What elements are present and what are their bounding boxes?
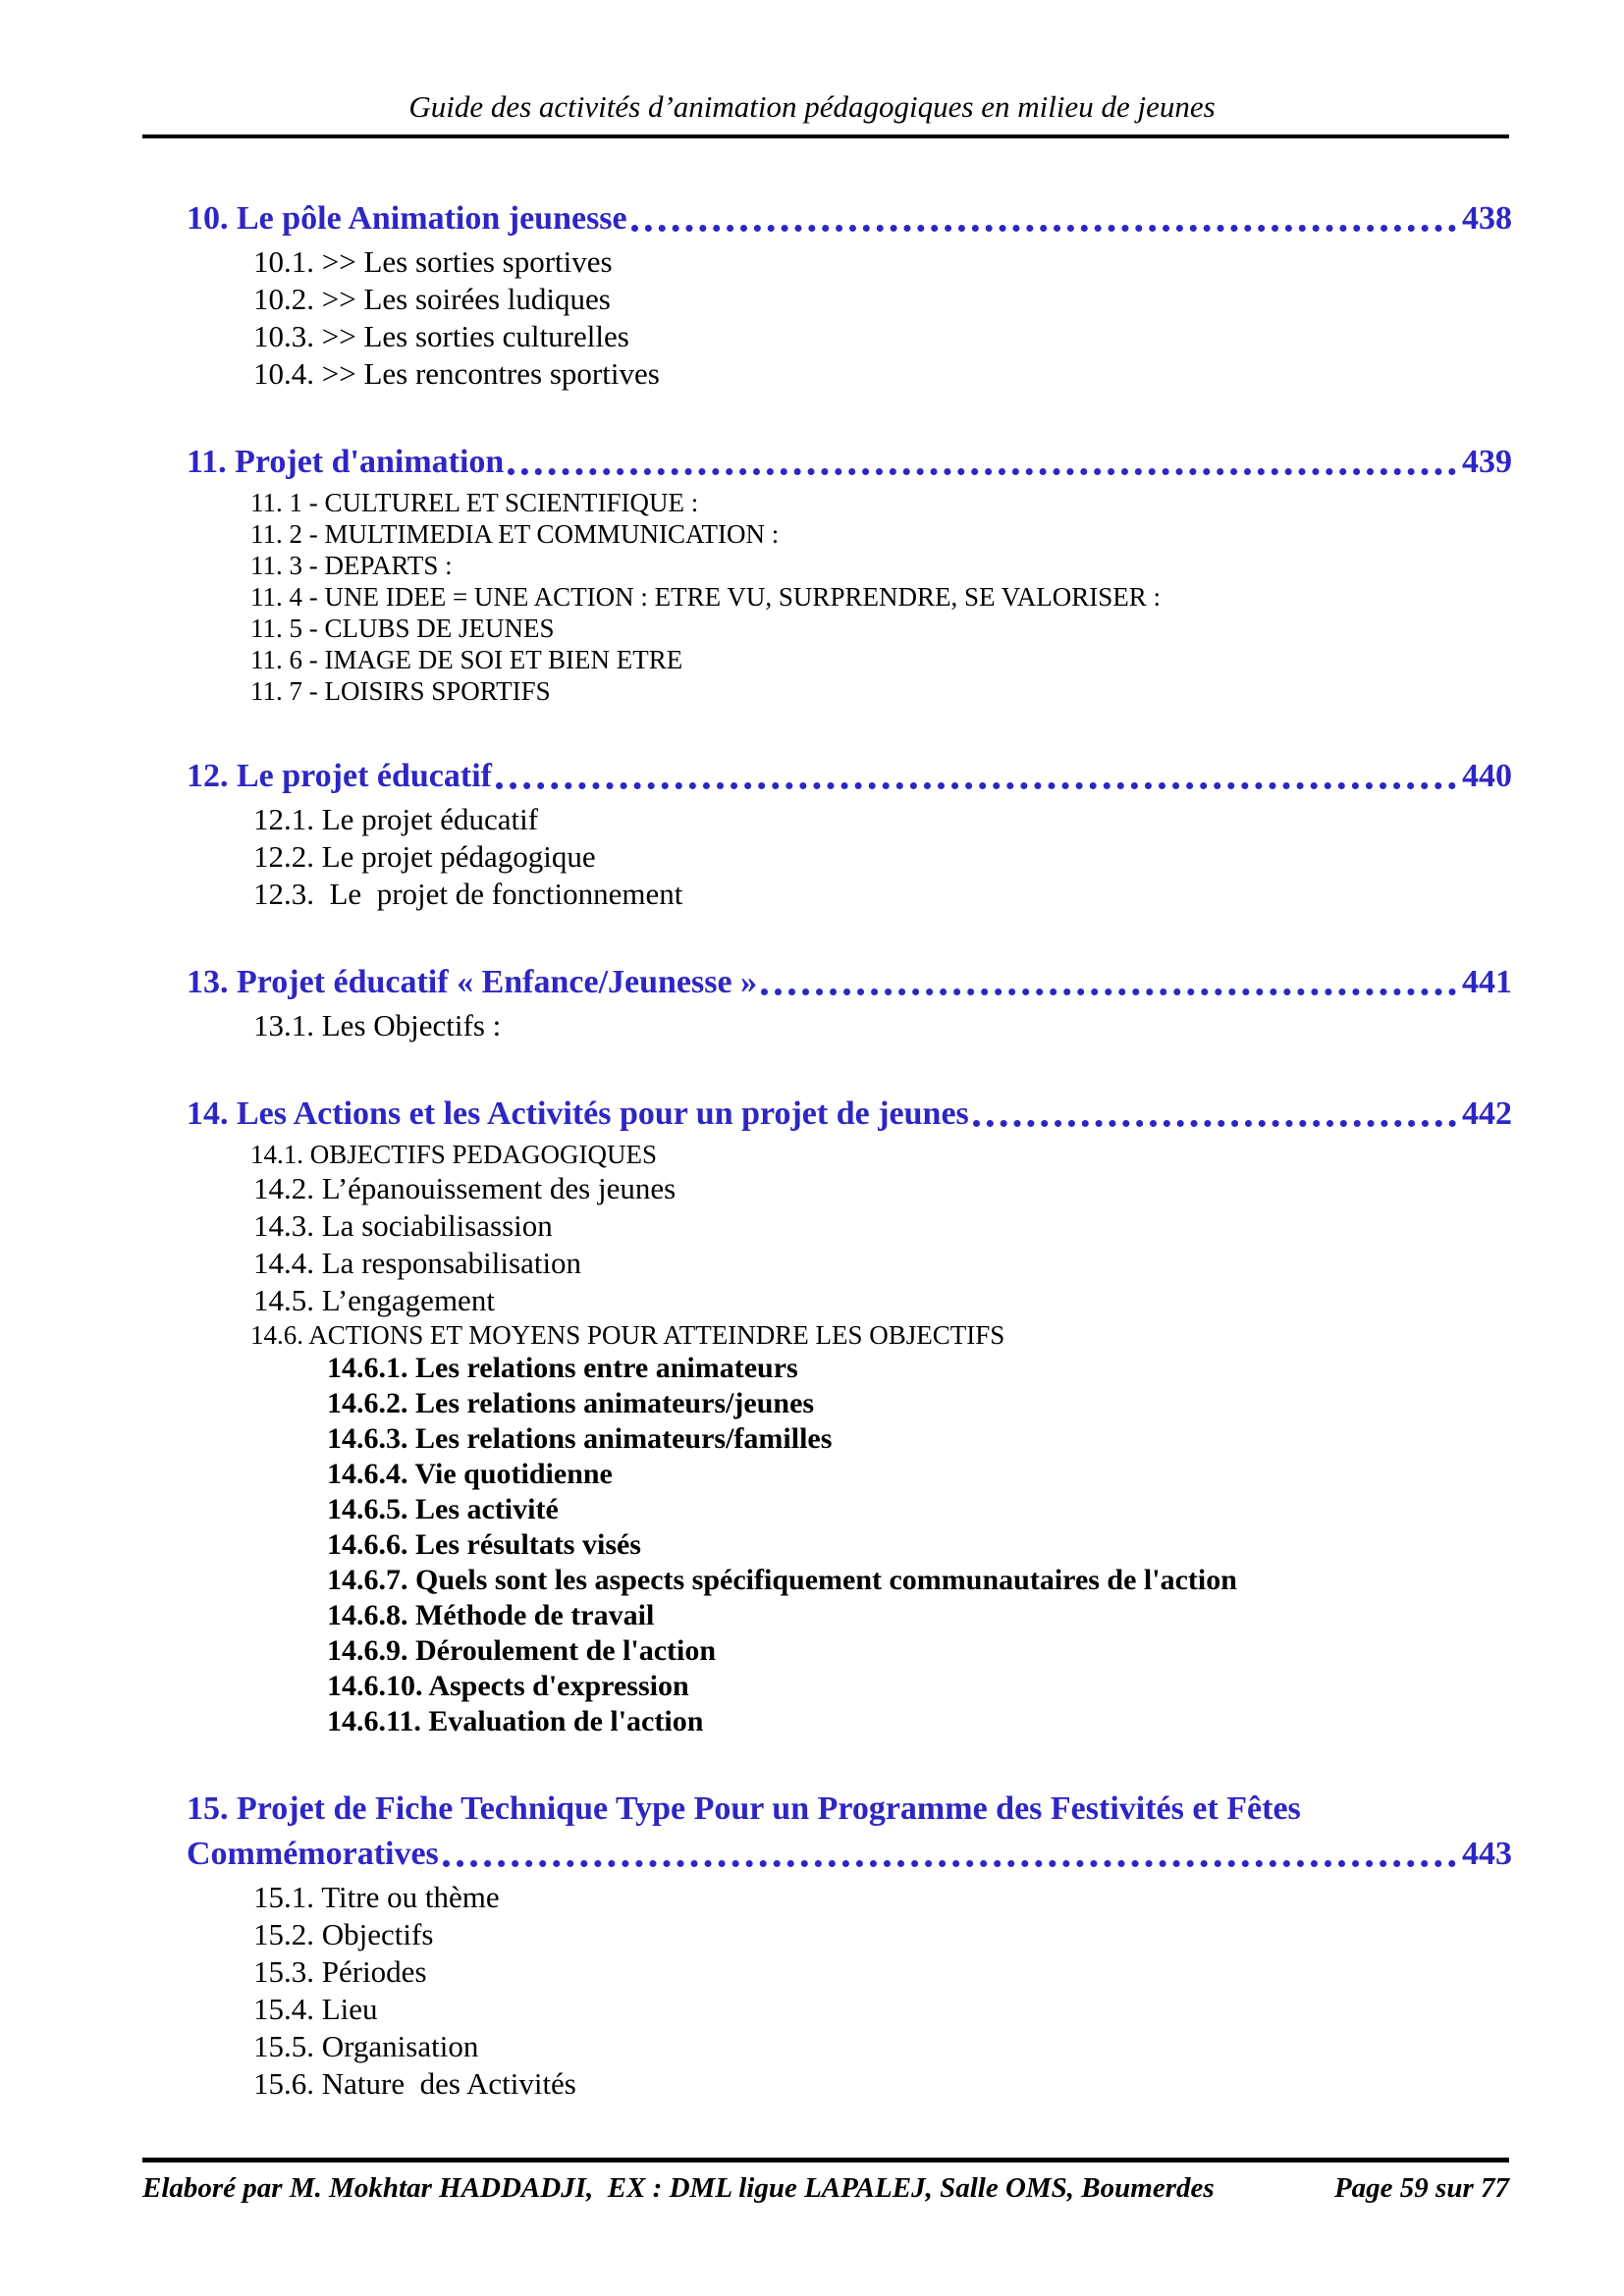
page-footer: [142, 2158, 1509, 2205]
toc-item: 14.6.6. Les résultats visés: [327, 1528, 641, 1561]
toc-item: 14.5. L’engagement: [253, 1283, 495, 1317]
toc-subitem-list: [187, 1879, 1512, 2103]
toc-subitem-list: [187, 243, 1512, 393]
toc-item: 14.3. La sociabilisassion: [253, 1208, 553, 1243]
toc-heading-entry[interactable]: [187, 1832, 1512, 1877]
toc-item: 14.4. La responsabilisation: [253, 1246, 582, 1280]
dot-leader: [761, 988, 1456, 995]
toc-section: [187, 196, 1512, 393]
footer-row: [142, 2171, 1509, 2205]
toc-page-number: 439: [1462, 444, 1512, 480]
toc-subitem-list: [187, 801, 1512, 913]
header-rule: [142, 134, 1509, 138]
toc-item: 14.1. OBJECTIFS PEDAGOGIQUES: [250, 1140, 658, 1169]
dot-leader: [508, 468, 1456, 475]
toc-item: 11. 5 - CLUBS DE JEUNES: [250, 614, 555, 643]
toc-page-number: 443: [1462, 1836, 1512, 1872]
toc-section: [187, 754, 1512, 913]
toc-section: [187, 440, 1512, 707]
toc-subitem-list: [187, 1007, 1512, 1044]
toc-item: 10.1. >> Les sorties sportives: [253, 244, 613, 279]
toc-item: 12.1. Le projet éducatif: [253, 802, 539, 836]
toc-heading-entry[interactable]: [187, 440, 1512, 485]
toc-item: 15.4. Lieu: [253, 1992, 378, 2026]
toc-heading-title: 11. Projet d'animation: [187, 444, 505, 480]
page-header-title: Guide des activités d’animation pédagogiques en milieu de jeunes: [408, 89, 1216, 124]
toc-heading-entry[interactable]: [187, 754, 1512, 799]
toc-item: 11. 4 - UNE IDEE = UNE ACTION : ETRE VU, SURPRENDRE, SE VALORISER :: [250, 582, 1162, 612]
toc-item: 11. 6 - IMAGE DE SOI ET BIEN ETRE: [250, 645, 683, 674]
toc-item: 11. 2 - MULTIMEDIA ET COMMUNICATION :: [250, 519, 780, 549]
footer-rule: [142, 2158, 1509, 2163]
dot-leader: [443, 1860, 1456, 1867]
toc-item: 15.3. Périodes: [253, 1954, 427, 1989]
toc-item: 12.2. Le projet pédagogique: [253, 839, 596, 874]
toc-page-number: 441: [1462, 964, 1512, 1000]
toc-item: 10.3. >> Les sorties culturelles: [253, 319, 629, 353]
toc-item: 14.6.2. Les relations animateurs/jeunes: [327, 1387, 815, 1419]
dot-leader: [973, 1120, 1456, 1127]
toc-item: 14.6.11. Evaluation de l'action: [327, 1705, 704, 1737]
toc-heading-entry[interactable]: [187, 196, 1512, 241]
toc-item: 14.6.10. Aspects d'expression: [327, 1670, 689, 1702]
toc-item: 14.2. L’épanouissement des jeunes: [253, 1171, 677, 1205]
toc-item: 14.6.8. Méthode de travail: [327, 1599, 655, 1631]
toc-item: 10.4. >> Les rencontres sportives: [253, 356, 660, 391]
toc-item: 14.6.1. Les relations entre animateurs: [327, 1352, 798, 1384]
table-of-contents: [187, 196, 1512, 2103]
toc-item: 12.3. Le projet de fonctionnement: [253, 877, 683, 911]
toc-item: 13.1. Les Objectifs :: [253, 1008, 502, 1042]
toc-heading-title: 13. Projet éducatif « Enfance/Jeunesse »: [187, 964, 758, 1000]
toc-subitem-list: [187, 1139, 1512, 1739]
toc-heading-title: 10. Le pôle Animation jeunesse: [187, 200, 627, 237]
toc-heading-entry[interactable]: [187, 1092, 1512, 1137]
toc-page-number: 438: [1462, 200, 1512, 237]
toc-item: 14.6.7. Quels sont les aspects spécifiquement communautaires de l'action: [327, 1564, 1237, 1596]
footer-page-indicator: Page 59 sur 77: [1333, 2172, 1509, 2204]
toc-item: 11. 7 - LOISIRS SPORTIFS: [250, 676, 551, 706]
dot-leader: [496, 782, 1456, 789]
toc-heading-entry[interactable]: [187, 1787, 1512, 1832]
toc-heading-title: 12. Le projet éducatif: [187, 758, 492, 794]
toc-heading-title: Commémoratives: [187, 1836, 439, 1872]
toc-subitem-list: [187, 487, 1512, 707]
toc-heading-entry[interactable]: [187, 960, 1512, 1005]
toc-heading-title: 14. Les Actions et les Activités pour un projet de jeunes: [187, 1095, 969, 1132]
toc-heading-title: 15. Projet de Fiche Technique Type Pour un Programme des Festivités et Fêtes: [187, 1790, 1301, 1827]
toc-item: 14.6.3. Les relations animateurs/familles: [327, 1422, 833, 1455]
page-header: [0, 0, 1624, 124]
toc-item: 15.6. Nature des Activités: [253, 2066, 576, 2101]
footer-author-text: Elaboré par M. Mokhtar HADDADJI, EX : DML ligue LAPALEJ, Salle OMS, Boumerdes: [142, 2172, 1215, 2204]
toc-item: 15.1. Titre ou thème: [253, 1880, 500, 1914]
toc-item: 15.2. Objectifs: [253, 1917, 434, 1951]
toc-page-number: 442: [1462, 1095, 1512, 1132]
toc-item: 14.6.5. Les activité: [327, 1493, 559, 1525]
toc-item: 11. 1 - CULTUREL ET SCIENTIFIQUE :: [250, 488, 699, 517]
toc-page-number: 440: [1462, 758, 1512, 794]
toc-section: [187, 1092, 1512, 1739]
dot-leader: [631, 225, 1456, 232]
toc-item: 10.2. >> Les soirées ludiques: [253, 282, 611, 316]
toc-section: [187, 960, 1512, 1044]
toc-item: 15.5. Organisation: [253, 2029, 479, 2063]
toc-item: 14.6.4. Vie quotidienne: [327, 1458, 613, 1490]
toc-section: [187, 1787, 1512, 2103]
toc-item: 11. 3 - DEPARTS :: [250, 551, 453, 580]
toc-item: 14.6.9. Déroulement de l'action: [327, 1634, 717, 1667]
toc-item: 14.6. ACTIONS ET MOYENS POUR ATTEINDRE LES OBJECTIFS: [250, 1320, 1005, 1350]
